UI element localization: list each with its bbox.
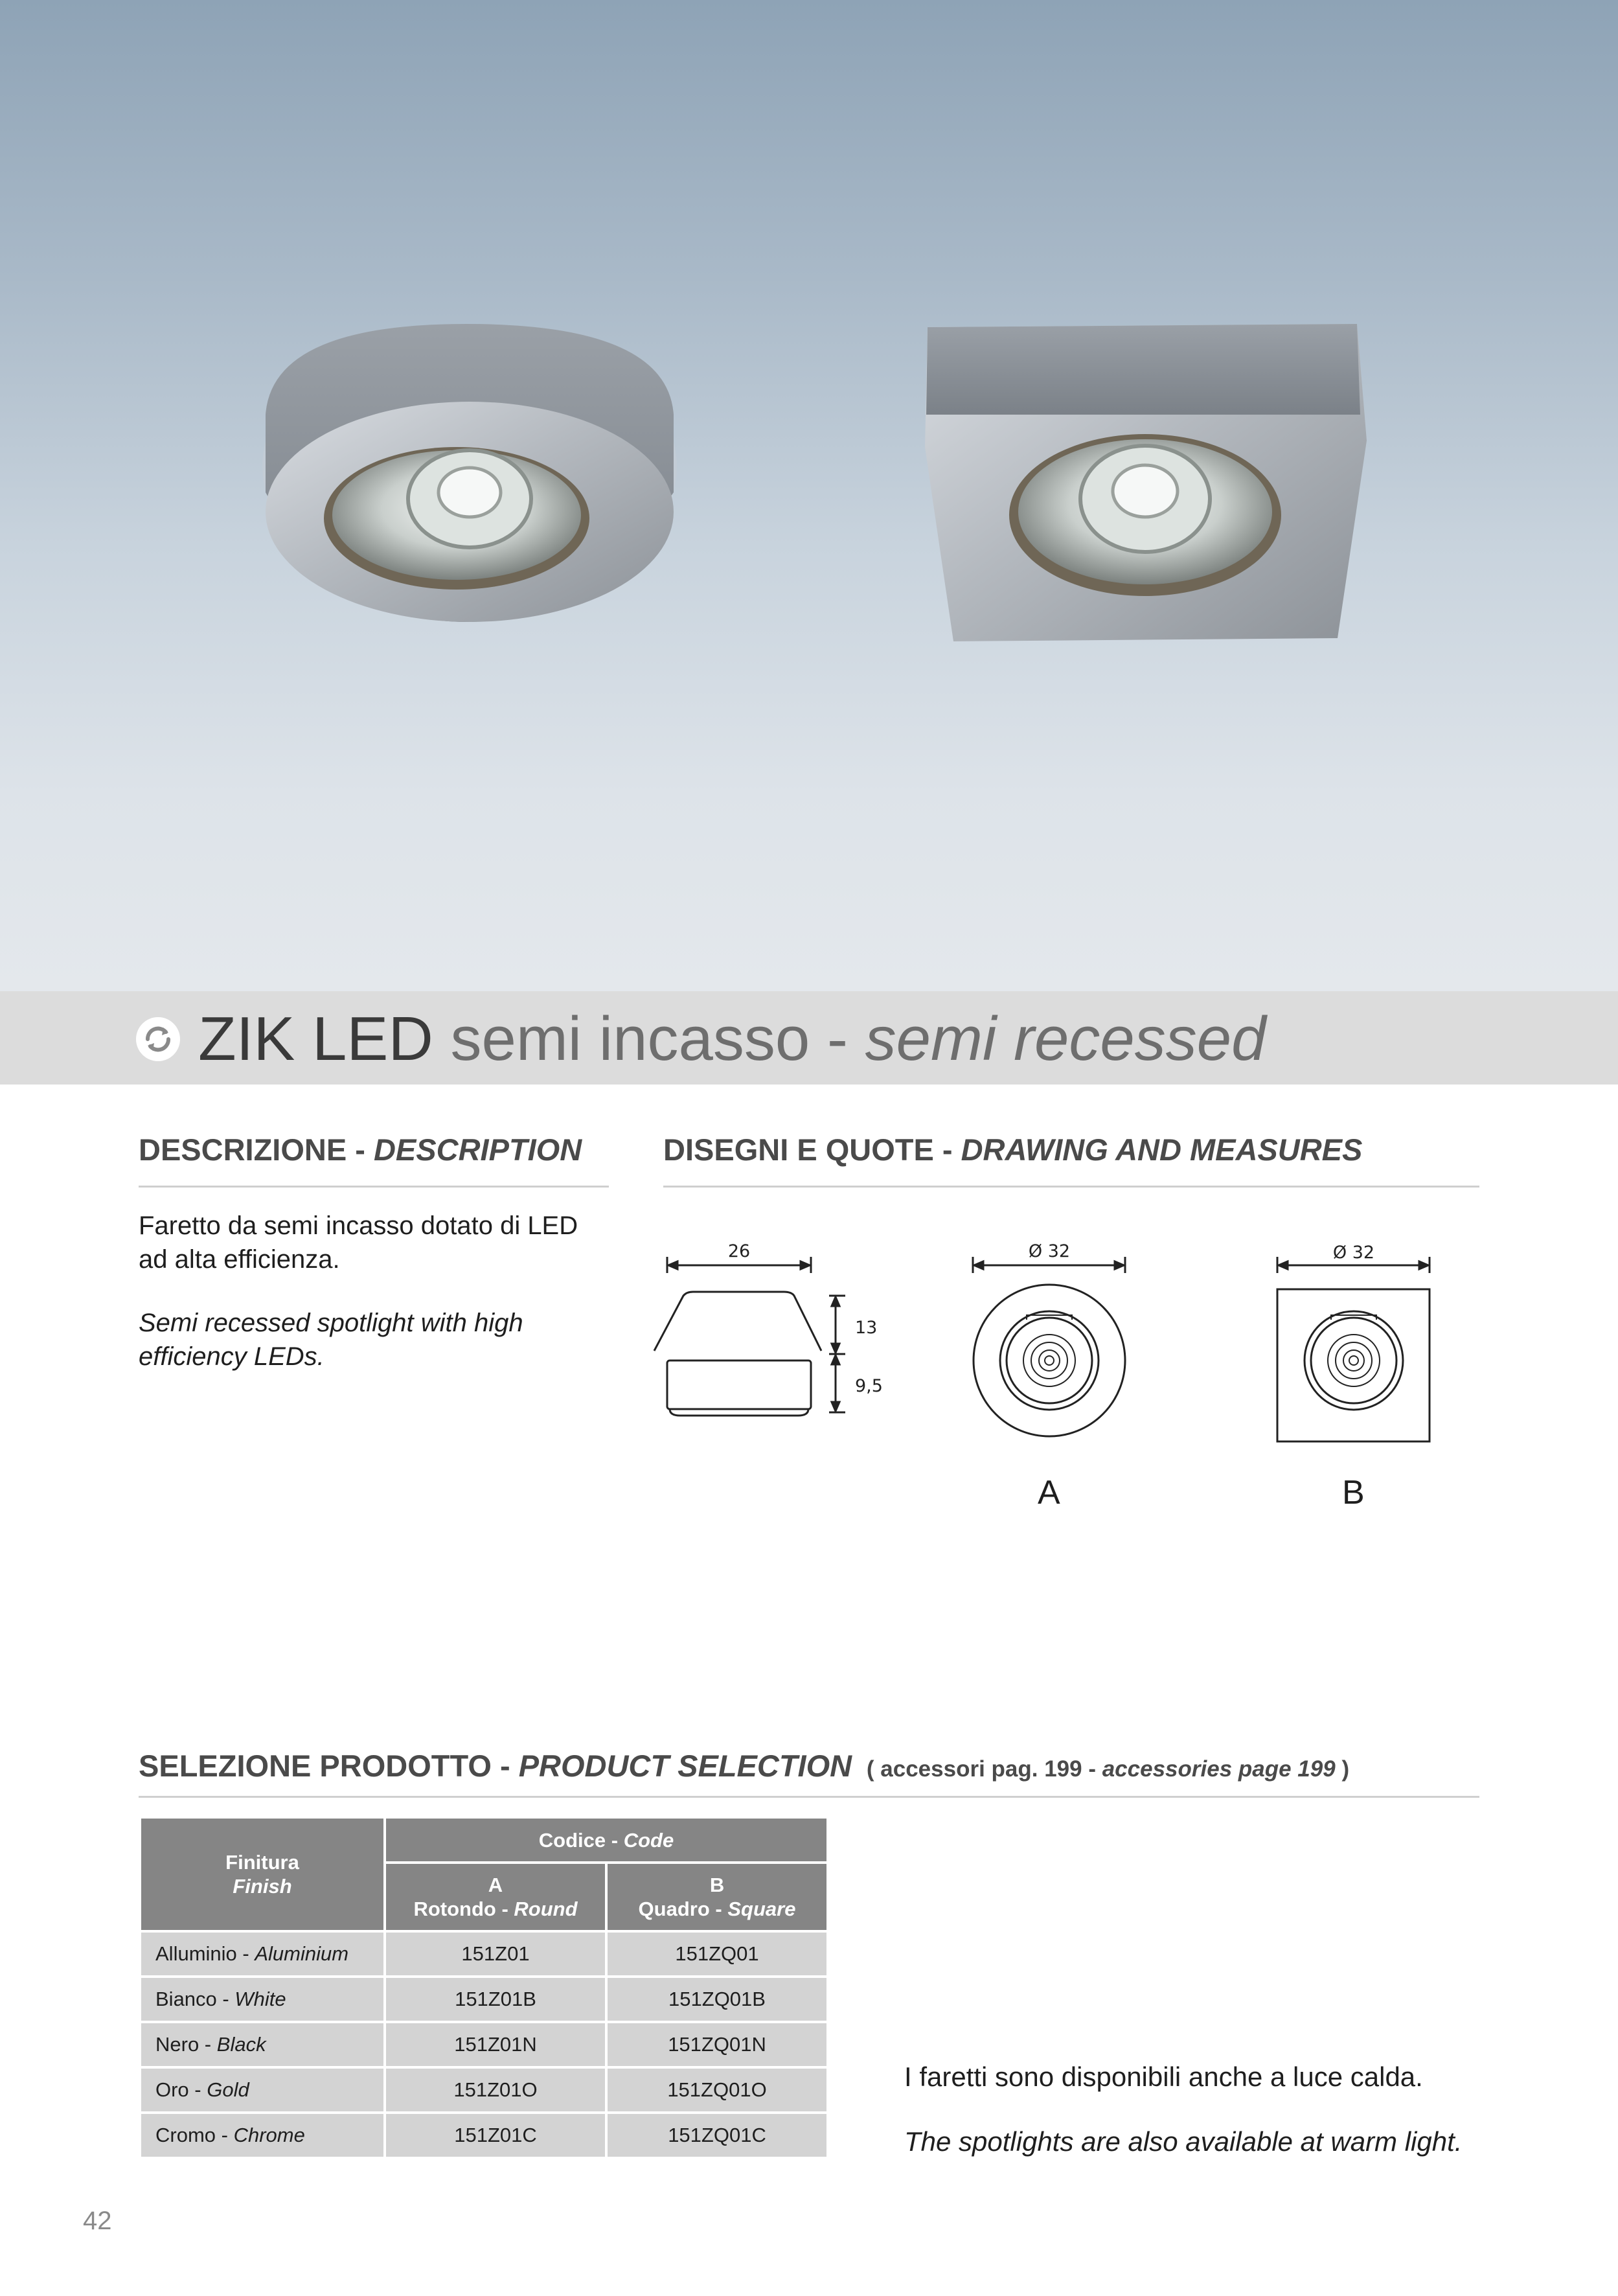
accessories-note-it: ( accessori pag. 199 - — [866, 1756, 1096, 1782]
table-row — [140, 2067, 828, 2113]
finish-en: Chrome — [233, 2124, 305, 2146]
column-b-header — [606, 1863, 828, 1931]
code-a-cell: 151Z01C — [385, 2113, 606, 2158]
code-b-cell: 151ZQ01B — [606, 1977, 828, 2022]
description-heading-en: DESCRIPTION — [373, 1132, 582, 1167]
code-a-cell: 151Z01B — [385, 1977, 606, 2022]
description-en-line-1: Semi recessed spotlight with high — [139, 1309, 523, 1337]
column-a-header — [385, 1863, 606, 1931]
code-b-cell: 151ZQ01 — [606, 1931, 828, 1977]
drawings-heading-it: DISEGNI E QUOTE - — [663, 1132, 953, 1167]
finish-it: Alluminio - — [155, 1942, 249, 1965]
table-row — [140, 1931, 828, 1977]
code-header-en: Code — [623, 1828, 674, 1852]
finish-en: Gold — [207, 2078, 249, 2101]
code-a-cell: 151Z01N — [385, 2022, 606, 2067]
description-divider — [139, 1186, 609, 1188]
finish-it: Bianco - — [155, 1988, 229, 2010]
finish-cell — [140, 1931, 385, 1977]
finish-cell — [140, 2067, 385, 2113]
code-b-cell: 151ZQ01N — [606, 2022, 828, 2067]
description-en-line-2: efficiency LEDs. — [139, 1342, 325, 1371]
hero-photo — [0, 0, 1618, 991]
code-b-cell: 151ZQ01O — [606, 2067, 828, 2113]
refresh-icon — [135, 1016, 181, 1062]
code-header — [385, 1817, 828, 1863]
selection-heading-it: SELEZIONE PRODOTTO - — [139, 1749, 510, 1783]
page-title — [198, 1003, 1266, 1075]
column-b-letter: B — [709, 1874, 725, 1896]
code-b-cell: 151ZQ01C — [606, 2113, 828, 2158]
round-view-drawing — [973, 1257, 1125, 1436]
drawing-label-a: A — [1038, 1474, 1060, 1511]
column-a-en: Round — [514, 1898, 578, 1920]
product-photo-illustration — [0, 0, 1618, 991]
description-heading-it: DESCRIZIONE - — [139, 1132, 365, 1167]
warm-light-note-en: The spotlights are also available at warm light. — [904, 2126, 1463, 2157]
finish-en: White — [234, 1988, 286, 2010]
code-a-cell: 151Z01O — [385, 2067, 606, 2113]
column-a-it: Rotondo - — [413, 1898, 508, 1920]
finish-en: Aluminium — [255, 1942, 349, 1965]
finish-header-en: Finish — [233, 1875, 292, 1898]
description-it-line-1: Faretto da semi incasso dotato di LED — [139, 1211, 578, 1240]
table-row — [140, 2022, 828, 2067]
warm-light-note-it: I faretti sono disponibili anche a luce calda. — [904, 2061, 1423, 2092]
column-b-it: Quadro - — [638, 1898, 722, 1920]
finish-it: Oro - — [155, 2078, 201, 2101]
dim-side-height-top: 13 — [855, 1318, 878, 1338]
accessories-note — [860, 1756, 1349, 1782]
selection-divider — [139, 1796, 1479, 1798]
drawings-heading-en: DRAWING AND MEASURES — [961, 1132, 1363, 1167]
code-a-cell: 151Z01 — [385, 1931, 606, 1977]
title-subtitle-en: semi recessed — [865, 1004, 1266, 1073]
square-spotlight-photo — [925, 324, 1367, 641]
drawing-label-b: B — [1342, 1474, 1365, 1511]
drawings-divider — [663, 1186, 1479, 1188]
drawings-heading — [663, 1132, 1362, 1167]
dim-side-height-bottom: 9,5 — [855, 1376, 883, 1396]
finish-cell — [140, 2022, 385, 2067]
description-heading — [139, 1132, 582, 1167]
table-row — [140, 1977, 828, 2022]
product-code-table — [139, 1816, 829, 2159]
table-row — [140, 2113, 828, 2158]
description-text-en — [139, 1306, 523, 1373]
finish-cell — [140, 2113, 385, 2158]
title-subtitle-it: semi incasso - — [450, 1004, 848, 1073]
finish-it: Cromo - — [155, 2124, 228, 2146]
description-text-it — [139, 1209, 578, 1276]
page-number: 42 — [83, 2207, 112, 2235]
column-b-en: Square — [727, 1898, 796, 1920]
side-view-drawing — [654, 1257, 845, 1416]
accessories-note-en: accessories page 199 — [1102, 1756, 1336, 1782]
finish-header — [140, 1817, 385, 1931]
technical-drawings — [648, 1218, 1490, 1516]
dim-side-width: 26 — [727, 1241, 751, 1261]
description-it-line-2: ad alta efficienza. — [139, 1245, 340, 1274]
dim-round-diameter: Ø 32 — [1028, 1241, 1071, 1261]
code-header-it: Codice - — [538, 1828, 619, 1852]
finish-it: Nero - — [155, 2033, 212, 2056]
finish-en: Black — [216, 2033, 266, 2056]
selection-heading — [139, 1748, 1349, 1784]
square-view-drawing — [1277, 1257, 1430, 1441]
column-a-letter: A — [488, 1874, 503, 1896]
product-name: ZIK LED — [198, 1004, 433, 1073]
finish-header-it: Finitura — [225, 1851, 299, 1874]
dim-square-diameter: Ø 32 — [1332, 1243, 1375, 1263]
accessories-note-close: ) — [1341, 1756, 1350, 1782]
selection-heading-en: PRODUCT SELECTION — [518, 1749, 852, 1783]
round-spotlight-photo — [262, 324, 677, 622]
finish-cell — [140, 1977, 385, 2022]
